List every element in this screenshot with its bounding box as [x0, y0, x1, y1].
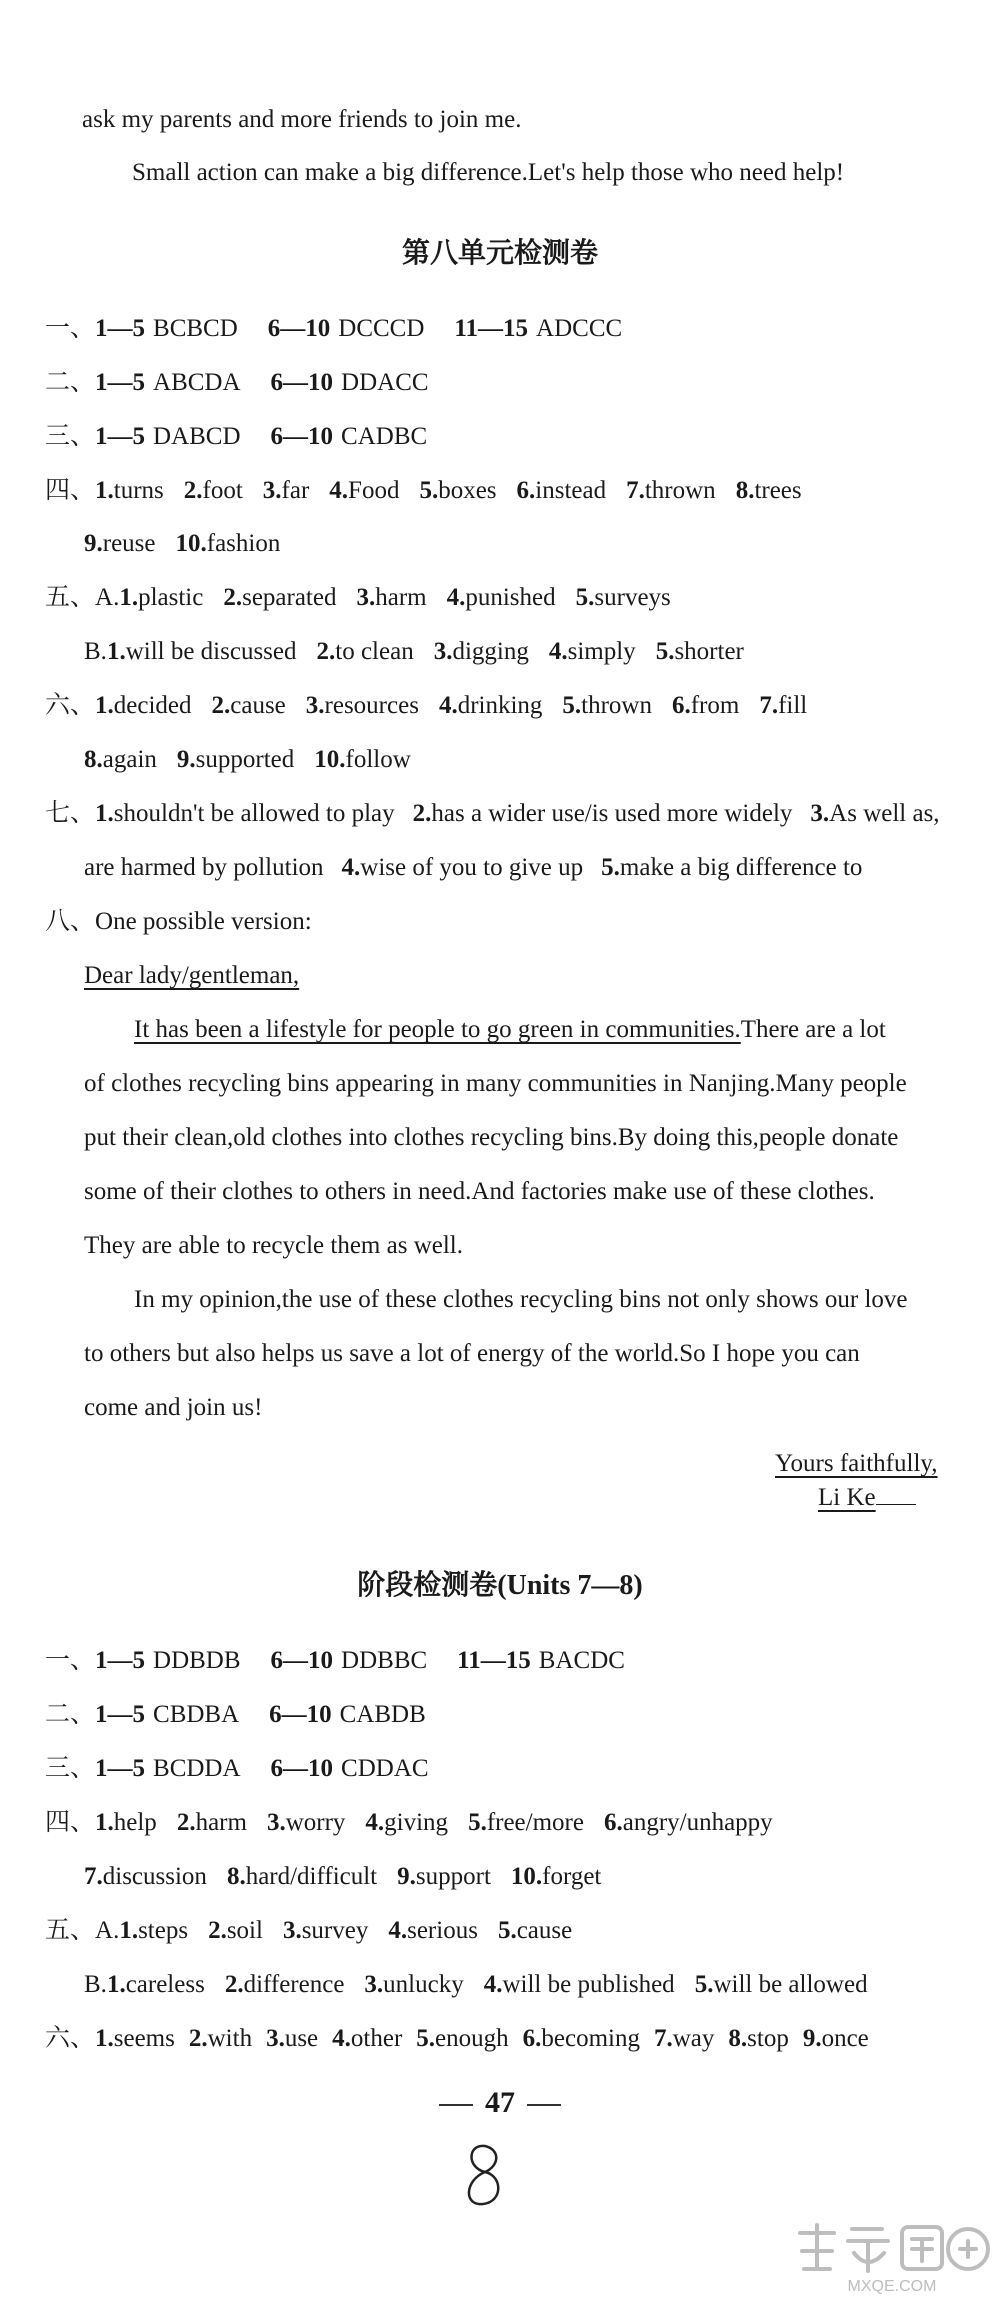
- answer-item: [810, 798, 939, 830]
- answer-text: becoming: [541, 2025, 640, 2052]
- answer-item: [356, 582, 426, 614]
- answer-number: 6—10: [270, 1755, 334, 1782]
- answer-item: [95, 690, 191, 722]
- answer-text: turns: [113, 477, 164, 504]
- answer-number: 1—5: [95, 1701, 146, 1728]
- letter-salutation: Dear lady/gentleman,: [84, 962, 300, 989]
- answer-item: [388, 1915, 478, 1947]
- answer-number: 1.: [95, 1809, 114, 1836]
- answer-number: 4.: [329, 477, 349, 504]
- stage-title: [0, 1568, 1000, 1604]
- answer-number: 1.: [119, 1917, 139, 1944]
- answer-item: [189, 2023, 252, 2055]
- stage-sec3-label: 三、: [45, 1755, 96, 1782]
- answer-number: 1—5: [95, 315, 146, 342]
- answer-item: [267, 1807, 345, 1839]
- answer-text: boxes: [438, 477, 497, 504]
- unit8-sec1-label: 一、: [45, 315, 96, 342]
- answer-item: [447, 582, 556, 614]
- stage-sec2-label: 二、: [45, 1701, 96, 1728]
- intro-line-1: ask my parents and more friends to join me.: [82, 106, 522, 133]
- answer-text: separated: [242, 584, 337, 611]
- answer-text: with: [207, 2025, 253, 2052]
- unit8-sec8-intro: One possible version:: [95, 908, 312, 935]
- unit8-sec5-row-a-part-label: A.: [95, 584, 120, 611]
- answer-number: 6—10: [270, 1647, 334, 1674]
- answer-text: ABCDA: [153, 369, 241, 396]
- stage-sec6-row1: [45, 2023, 869, 2055]
- answer-item: [656, 636, 744, 668]
- answer-number: 9.: [84, 530, 103, 557]
- answer-text: BCBCD: [153, 315, 238, 342]
- answer-item: [397, 1861, 491, 1893]
- answer-item: [317, 636, 414, 668]
- answer-item: [84, 528, 156, 560]
- answer-text: worry: [285, 1809, 346, 1836]
- answer-item: [511, 1861, 602, 1893]
- answer-number: 7.: [653, 2025, 673, 2052]
- answer-number: 9.: [397, 1863, 416, 1890]
- answer-item: [468, 1807, 584, 1839]
- answer-number: 4.: [341, 854, 361, 881]
- answer-item: [484, 1969, 675, 2001]
- answer-number: 5.: [575, 584, 595, 611]
- answer-text: supported: [195, 746, 295, 773]
- answer-number: 4.: [483, 1971, 503, 1998]
- answer-item: [601, 852, 862, 884]
- answer-number: 8.: [735, 477, 755, 504]
- answer-text: free/more: [486, 1809, 584, 1836]
- answer-text: will be allowed: [713, 1971, 868, 1998]
- answer-number: 1—5: [95, 1755, 146, 1782]
- answer-text: CADBC: [341, 423, 428, 450]
- answer-number: 6—10: [270, 423, 334, 450]
- answer-number: 5.: [416, 2025, 436, 2052]
- answer-number: 10.: [510, 1863, 543, 1890]
- answer-text: surveys: [594, 584, 671, 611]
- answer-text: BACDC: [538, 1647, 625, 1674]
- answer-item: [95, 421, 241, 453]
- answer-item: [626, 475, 716, 507]
- answer-number: 5.: [694, 1971, 714, 1998]
- answer-number: 3.: [305, 692, 325, 719]
- answer-item: [523, 2023, 640, 2055]
- answer-text: CDDAC: [341, 1755, 429, 1782]
- answer-text: harm: [195, 1809, 247, 1836]
- answer-item: [223, 582, 336, 614]
- answer-text: steps: [138, 1917, 189, 1944]
- answer-number: 3.: [810, 800, 830, 827]
- answer-item: [413, 798, 793, 830]
- answer-number: 3.: [433, 638, 453, 665]
- letter-p2-line1: In my opinion,the use of these clothes recycling bins not only shows our love: [134, 1286, 908, 1313]
- answer-item: [95, 313, 238, 345]
- answer-item: [498, 1915, 572, 1947]
- answer-number: 1—5: [95, 423, 146, 450]
- answer-number: 1.: [95, 692, 114, 719]
- page-number: 47: [0, 2086, 1000, 2120]
- answer-text: CABDB: [339, 1701, 426, 1728]
- stage-sec4-row1: [45, 1807, 773, 1839]
- stage-sec1-label: 一、: [45, 1647, 96, 1674]
- answer-text: DDBDB: [153, 1647, 241, 1674]
- answer-number: 7.: [759, 692, 779, 719]
- answer-text: will be published: [502, 1971, 675, 1998]
- letter-p1-line2: of clothes recycling bins appearing in many communities in Nanjing.Many people: [84, 1070, 907, 1097]
- answer-text: make a big difference to: [619, 854, 863, 881]
- answer-item: [439, 690, 542, 722]
- letter-p1-line5: They are able to recycle them as well.: [84, 1232, 463, 1259]
- answer-text: use: [284, 2025, 319, 2052]
- unit8-sec4-row1: [45, 475, 802, 507]
- answer-number: 5.: [497, 1917, 517, 1944]
- answer-number: 8.: [84, 746, 103, 773]
- answer-text: wise of you to give up: [360, 854, 584, 881]
- stage-sec5-row-a: [45, 1915, 572, 1947]
- answer-text: again: [102, 746, 157, 773]
- answer-text: soil: [226, 1917, 263, 1944]
- unit8-sec2-label: 二、: [45, 369, 96, 396]
- answer-number: 4.: [446, 584, 466, 611]
- unit8-sec5-row-b-part-label: B.: [84, 638, 107, 665]
- letter-topic-sentence: It has been a lifestyle for people to go green in communities.: [134, 1016, 741, 1043]
- answer-text: shorter: [674, 638, 744, 665]
- answer-text: DABCD: [153, 423, 241, 450]
- answer-number: 4.: [365, 1809, 385, 1836]
- stage-sec5-row-a-label: 五、: [45, 1917, 96, 1944]
- answer-number: 4.: [332, 2025, 351, 2052]
- answer-number: 1.: [95, 800, 114, 827]
- unit8-sec8: [45, 906, 312, 938]
- answer-number: 11—15: [457, 1647, 531, 1674]
- unit8-sec3: [45, 421, 427, 453]
- answer-item: [434, 636, 529, 668]
- answer-text: giving: [384, 1809, 449, 1836]
- answer-number: 5.: [601, 854, 620, 881]
- answer-item: [759, 690, 807, 722]
- answer-text: has a wider use/is used more widely: [431, 800, 793, 827]
- answer-number: 2.: [211, 692, 231, 719]
- answer-item: [95, 1753, 241, 1785]
- answer-text: fill: [778, 692, 808, 719]
- answer-text: punished: [465, 584, 556, 611]
- answer-number: 6.: [516, 477, 536, 504]
- answer-item: [364, 1969, 463, 2001]
- letter-p1-line3: put their clean,old clothes into clothes recycling bins.By doing this,people donate: [84, 1124, 899, 1151]
- answer-item: [266, 2023, 318, 2055]
- answer-item: [803, 2023, 869, 2055]
- answer-item: [416, 2023, 508, 2055]
- answer-text: once: [821, 2025, 869, 2052]
- answer-text: support: [415, 1863, 491, 1890]
- answer-item: [263, 475, 310, 507]
- stage-sec5-row-b: [84, 1969, 868, 2001]
- answer-item: [329, 475, 399, 507]
- answer-number: 1—5: [95, 369, 146, 396]
- answer-text: angry/unhappy: [622, 1809, 773, 1836]
- answer-number: 4.: [438, 692, 458, 719]
- answer-text: follow: [345, 746, 411, 773]
- answer-item: [176, 528, 281, 560]
- answer-item: [736, 475, 802, 507]
- answer-number: 5.: [468, 1809, 487, 1836]
- answer-text: difference: [243, 1971, 345, 1998]
- answer-text: DDBBC: [341, 1647, 428, 1674]
- intro-line-2: Small action can make a big difference.Let's help those who need help!: [132, 159, 845, 186]
- unit8-sec2: [45, 367, 429, 399]
- answer-text: ADCCC: [536, 315, 623, 342]
- unit8-sec5-row-a: [45, 582, 671, 614]
- stage-title-end: ): [633, 1570, 643, 1601]
- unit8-sec5-row-b: [84, 636, 744, 668]
- stage-sec5-row-a-part-label: A.: [95, 1917, 120, 1944]
- answer-text: discussion: [102, 1863, 207, 1890]
- unit8-sec6-row1-label: 六、: [45, 692, 96, 719]
- answer-item: [269, 1699, 426, 1731]
- answer-number: 5.: [655, 638, 675, 665]
- svg-text:MXQE.COM: MXQE.COM: [847, 2278, 937, 2295]
- unit8-sec7-row2: [84, 852, 862, 884]
- answer-number: 2.: [176, 1809, 196, 1836]
- answer-item: [184, 475, 243, 507]
- answer-text: survey: [301, 1917, 369, 1944]
- answer-number: 8.: [728, 2025, 748, 2052]
- answer-item: [208, 1915, 263, 1947]
- answer-item: [268, 313, 425, 345]
- answer-number: 7.: [626, 477, 645, 504]
- answer-text: enough: [435, 2025, 509, 2052]
- answer-number: 9.: [802, 2025, 822, 2052]
- answer-text: fashion: [206, 530, 281, 557]
- unit8-sec5-row-a-label: 五、: [45, 584, 96, 611]
- letter-signature-name: Li Ke: [818, 1484, 876, 1511]
- stage-title-units: Units 7—8: [506, 1570, 634, 1601]
- letter-signature: [818, 1482, 916, 1514]
- stage-sec1: [45, 1645, 625, 1677]
- stage-sec6-row1-label: 六、: [45, 2025, 96, 2052]
- answer-text: way: [672, 2025, 715, 2052]
- answer-number: 11—15: [454, 315, 529, 342]
- stage-sec4-row2: [84, 1861, 601, 1893]
- answer-number: 5.: [562, 692, 582, 719]
- answer-text: serious: [407, 1917, 478, 1944]
- answer-item: [419, 475, 496, 507]
- handwritten-mark-icon: [455, 2140, 511, 2212]
- answer-item: [517, 475, 607, 507]
- answer-text: shouldn't be allowed to play: [113, 800, 395, 827]
- answer-number: 1.: [95, 2025, 114, 2052]
- letter-p1-line1: [134, 1014, 886, 1046]
- answer-text: trees: [754, 477, 802, 504]
- answer-number: 10.: [314, 746, 346, 773]
- answer-number: 1.: [95, 477, 114, 504]
- unit8-sec7-row1-label: 七、: [45, 800, 96, 827]
- unit8-sec4-row2: [84, 528, 280, 560]
- answer-item: [604, 1807, 773, 1839]
- letter-p1-line1-rest: There are a lot: [740, 1016, 886, 1043]
- answer-item: [342, 852, 584, 884]
- answer-number: 2.: [224, 1971, 244, 1998]
- answer-item: [457, 1645, 625, 1677]
- answer-item: [95, 798, 395, 830]
- letter-p2-line3: come and join us!: [84, 1394, 263, 1421]
- answer-item: [119, 582, 203, 614]
- answer-number: 6.: [522, 2025, 542, 2052]
- answer-text: will be discussed: [125, 638, 297, 665]
- answer-number: 2.: [223, 584, 243, 611]
- answer-text: foot: [202, 477, 243, 504]
- unit8-sec7-row1: [45, 798, 940, 830]
- answer-text: seems: [113, 2025, 175, 2052]
- answer-number: 3.: [266, 2025, 285, 2052]
- answer-number: 7.: [84, 1863, 103, 1890]
- unit8-sec1: [45, 313, 622, 345]
- unit8-sec6-row2: [84, 744, 411, 776]
- answer-item: [576, 582, 671, 614]
- answer-number: 3.: [364, 1971, 384, 1998]
- answer-item: [177, 744, 294, 776]
- answer-item: [119, 1915, 188, 1947]
- answer-text: DDACC: [341, 369, 429, 396]
- answer-item: [654, 2023, 714, 2055]
- answer-text: simply: [567, 638, 636, 665]
- answer-number: 1.: [106, 638, 126, 665]
- answer-item: [672, 690, 739, 722]
- answer-text: drinking: [457, 692, 543, 719]
- answer-text: stop: [747, 2025, 789, 2052]
- answer-text: plastic: [138, 584, 204, 611]
- unit8-sec3-label: 三、: [45, 423, 96, 450]
- answer-item: [225, 1969, 345, 2001]
- answer-item: [365, 1807, 448, 1839]
- letter-closing: Yours faithfully,: [775, 1450, 938, 1477]
- answer-text: BCDDA: [153, 1755, 241, 1782]
- answer-number: 4.: [548, 638, 568, 665]
- letter-p2-line2: to others but also helps us save a lot of energy of the world.So I hope you can: [84, 1340, 860, 1367]
- answer-text: far: [281, 477, 310, 504]
- answer-text: other: [350, 2025, 403, 2052]
- letter-p1-line4: some of their clothes to others in need.And factories make use of these clothes.: [84, 1178, 875, 1205]
- answer-item: [332, 2023, 402, 2055]
- answer-item: [562, 690, 652, 722]
- unit8-sec7-row2-lead: are harmed by pollution: [84, 854, 324, 881]
- answer-number: 5.: [419, 477, 439, 504]
- answer-text: unlucky: [383, 1971, 464, 1998]
- answer-number: 2.: [412, 800, 432, 827]
- watermark-logo-icon: [790, 2215, 995, 2295]
- answer-number: 2.: [188, 2025, 208, 2052]
- answer-text: careless: [125, 1971, 205, 1998]
- unit8-sec4-row1-label: 四、: [45, 477, 96, 504]
- answer-number: 6.: [603, 1809, 623, 1836]
- answer-number: 1.: [106, 1971, 126, 1998]
- answer-number: 1.: [119, 584, 139, 611]
- stage-title-cn: 阶段检测卷(: [357, 1570, 507, 1601]
- answer-number: 3.: [356, 584, 376, 611]
- answer-number: 2.: [208, 1917, 227, 1944]
- answer-text: harm: [375, 584, 427, 611]
- answer-item: [95, 1645, 241, 1677]
- answer-text: Food: [348, 477, 400, 504]
- answer-text: from: [690, 692, 740, 719]
- stage-sec4-row1-label: 四、: [45, 1809, 96, 1836]
- answer-item: [212, 690, 286, 722]
- answer-item: [271, 1753, 429, 1785]
- answer-item: [177, 1807, 247, 1839]
- answer-text: cause: [516, 1917, 573, 1944]
- answer-number: 6.: [671, 692, 691, 719]
- answer-number: 4.: [388, 1917, 408, 1944]
- answer-item: [95, 475, 164, 507]
- answer-text: CBDBA: [153, 1701, 240, 1728]
- answer-text: cause: [230, 692, 286, 719]
- answer-text: to clean: [335, 638, 414, 665]
- answer-text: resources: [324, 692, 419, 719]
- answer-item: [95, 2023, 175, 2055]
- answer-item: [227, 1861, 377, 1893]
- answer-number: 6—10: [269, 1701, 332, 1728]
- answer-text: As well as,: [829, 800, 940, 827]
- stage-sec3: [45, 1753, 429, 1785]
- answer-text: instead: [535, 477, 607, 504]
- unit8-title: 第八单元检测卷: [401, 238, 598, 269]
- answer-item: [695, 1969, 868, 2001]
- answer-item: [549, 636, 636, 668]
- answer-text: help: [113, 1809, 157, 1836]
- answer-item: [728, 2023, 788, 2055]
- answer-item: [271, 1645, 428, 1677]
- answer-text: thrown: [581, 692, 652, 719]
- answer-number: 3.: [282, 1917, 302, 1944]
- answer-item: [95, 1699, 239, 1731]
- answer-number: 6—10: [270, 369, 334, 396]
- unit8-sec8-label: 八、: [45, 908, 96, 935]
- answer-item: [454, 313, 622, 345]
- answer-text: digging: [452, 638, 529, 665]
- answer-number: 3.: [266, 1809, 286, 1836]
- answer-item: [271, 367, 429, 399]
- answer-text: DCCCD: [338, 315, 425, 342]
- answer-text: hard/difficult: [245, 1863, 378, 1890]
- answer-number: 1—5: [95, 1647, 146, 1674]
- answer-number: 3.: [262, 477, 282, 504]
- answer-item: [84, 1861, 207, 1893]
- answer-item: [306, 690, 419, 722]
- answer-item: [95, 1807, 157, 1839]
- answer-item: [314, 744, 411, 776]
- answer-text: decided: [113, 692, 192, 719]
- stage-sec2: [45, 1699, 426, 1731]
- answer-text: reuse: [102, 530, 156, 557]
- answer-text: forget: [542, 1863, 602, 1890]
- answer-item: [283, 1915, 368, 1947]
- answer-number: 2.: [316, 638, 336, 665]
- answer-number: 10.: [175, 530, 207, 557]
- stage-sec5-row-b-part-label: B.: [84, 1971, 107, 1998]
- answer-number: 2.: [183, 477, 203, 504]
- answer-item: [107, 1969, 205, 2001]
- answer-item: [95, 367, 241, 399]
- answer-number: 9.: [176, 746, 196, 773]
- answer-item: [271, 421, 428, 453]
- answer-text: thrown: [644, 477, 716, 504]
- answer-item: [107, 636, 297, 668]
- answer-number: 6—10: [267, 315, 331, 342]
- answer-number: 8.: [226, 1863, 246, 1890]
- unit8-sec6-row1: [45, 690, 807, 722]
- answer-item: [84, 744, 157, 776]
